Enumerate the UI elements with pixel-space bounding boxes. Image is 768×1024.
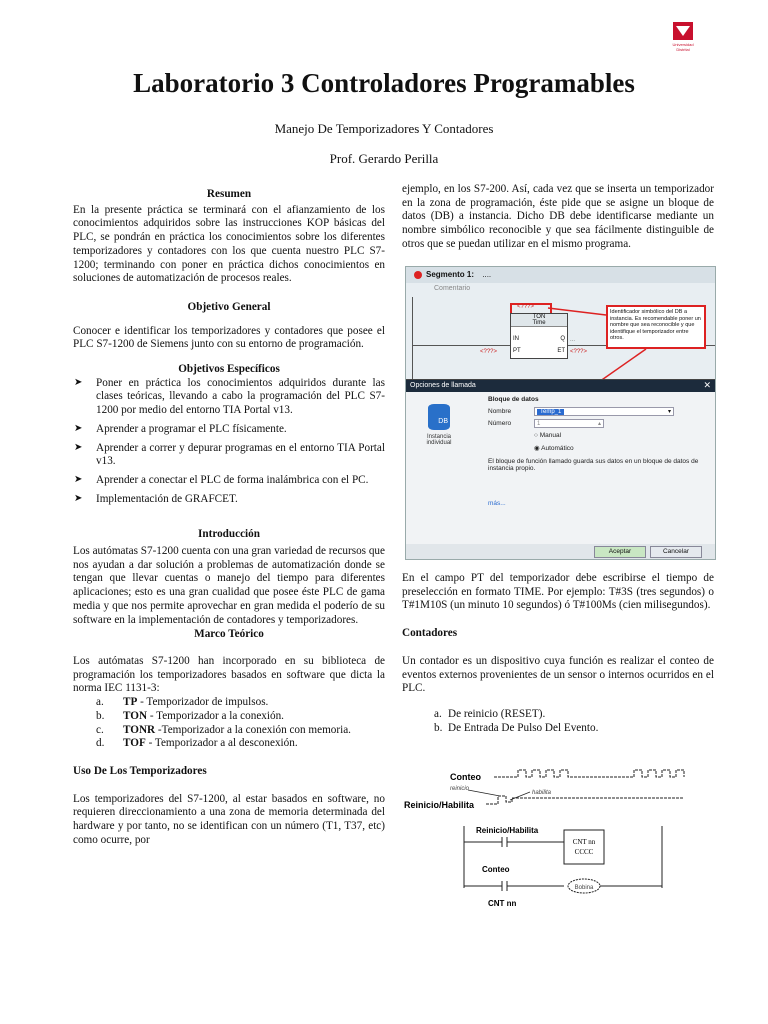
chevron-down-icon: ▾ (667, 409, 671, 415)
list-item: c. TONR -Temporizador a la conexión con memoria. (96, 723, 351, 736)
more-link[interactable]: más... (488, 500, 506, 507)
accept-button[interactable]: Aceptar (594, 546, 646, 558)
box-line2: CCCC (574, 848, 594, 856)
et-tag: <???> (570, 349, 588, 355)
list-item: ➤ Implementación de GRAFCET. (74, 492, 238, 505)
page-subtitle: Manejo De Temporizadores Y Contadores (274, 121, 494, 136)
objetivo-general-text: Conocer e identificar los temporizadores y contadores que posee el PLC S7-1200 de Siemens junto con su entorno de programación. (73, 324, 385, 351)
pt-text: En el campo PT del temporizador debe escribirse el tiempo de preselección en formato TIME. Por ejemplo: T#3S (tres segundos) o T#1M10S (un minuto 10 segundos) ó T#100Ms (cien milisegundos). (402, 572, 714, 612)
segment-header: Segmento 1: .... (406, 267, 715, 283)
arrow-bullet-icon: ➤ (74, 376, 83, 388)
cancel-button[interactable]: Cancelar (650, 546, 702, 558)
bobina-label: Bobina (574, 885, 594, 891)
db-icon[interactable]: DB (428, 404, 450, 430)
list-item: ➤ Aprender a conectar el PLC de forma inalámbrica con el PC. (74, 473, 369, 486)
objetivos-especificos-heading: Objetivos Específicos (178, 363, 280, 376)
introduccion-text: Los autómatas S7-1200 cuenta con una gran variedad de recursos que nos ayudan a dar solución a problemas de automatización donde se tengan que llevar cuentas o manejo del tiempo para diferentes aplicaciones; esto es una gran cualidad que posee éste PLC de gama media y que nos permite aprovechar en gran medida el poderío de su software en la implementación de contadores y temporizadores. (73, 545, 385, 626)
resumen-text: En la presente práctica se terminará con el afianzamiento de los conocimientos adquiridos sobre las instrucciones KOP básicas del PLC, se pondrán en práctica los conocimientos sobre los diferentes temporizadores y contadores con los que cuenta nuestro PLC S7-1200; terminando con poner en práctica dichos conocimientos en soluciones de automatización de procesos reales. (73, 203, 385, 285)
author: Prof. Gerardo Perilla (329, 151, 439, 166)
manual-radio[interactable]: ○ Manual (534, 432, 562, 439)
uso-text: Los temporizadores del S7-1200, al estar basados en software, no requieren direccionamiento a una zona de memoria determinada del hardware y por tanto, no se identifican con un número (T1, T37, etc) como ocurre, por (73, 792, 385, 846)
habilita-small-label: habilita (532, 790, 552, 796)
introduccion-heading: Introducción (198, 528, 260, 541)
ton-block: TON Time IN Q PT ET (510, 313, 568, 359)
name-dropdown[interactable]: Temp_1 ▾ (534, 407, 674, 416)
ladder-conteo-label: Conteo (482, 865, 510, 874)
objetivos-list (73, 377, 385, 507)
close-icon[interactable]: ✕ (703, 380, 711, 390)
list-item: a. TP - Temporizador de impulsos. (96, 696, 269, 709)
contadores-text: Un contador es un dispositivo cuya función es realizar el conteo de eventos externos provenientes de un sensor o internos ocurridos en el PLC. (402, 654, 714, 695)
info-text: El bloque de función llamado guarda sus datos en un bloque de datos de instancia propio. (488, 458, 699, 472)
right-column (402, 183, 714, 252)
svg-text:Distrital: Distrital (676, 47, 690, 52)
contadores-heading: Contadores (402, 627, 458, 640)
db-label: Instancia individual (426, 434, 452, 446)
arrow-bullet-icon: ➤ (74, 492, 83, 504)
name-label: Nombre (488, 408, 512, 415)
list-item: d. TOF - Temporizador a al desconexión. (96, 737, 298, 750)
auto-radio[interactable]: ◉ Automático (534, 445, 574, 452)
right-column-lower (402, 572, 714, 735)
arrow-bullet-icon: ➤ (74, 422, 83, 434)
uso-heading: Uso De Los Temporizadores (73, 764, 207, 777)
tia-portal-screenshot (405, 266, 716, 560)
continuation-text: ejemplo, en los S7-200. Así, cada vez que se inserta un temporizador en la zona de programación, éste pide que se asigne un bloque de datos (DB) a instancia. Dicho DB debe identificarse mediante un nombre simbólico reconocible y que sea fácilmente distinguible de otros que se puedan utilizar en el mismo programa. (402, 183, 714, 250)
list-item: ➤ Aprender a correr y depurar programas en el entorno TIA Portal v13. (74, 441, 385, 468)
list-item: ➤ Aprender a programar el PLC físicamente. (74, 422, 287, 435)
q-tag: ... (570, 337, 576, 343)
list-item: ➤ Poner en práctica los conocimientos adquiridos durante las clases teóricas, llevando a cabo la programación del PLC S7-1200 por medio del entorno TIA Portal v13. (74, 376, 385, 417)
objetivo-general-heading: Objetivo General (187, 300, 271, 313)
reinicio-small-label: reinicio (450, 786, 470, 792)
block-title: Bloque de datos (488, 396, 539, 403)
counter-diagram (402, 768, 692, 918)
page-title: Laboratorio 3 Controladores Programables (133, 68, 635, 98)
university-logo (662, 22, 704, 56)
left-column (73, 188, 385, 847)
callout-note: Identificador simbólico del DB a instancia. Es recomendable poner un nombre que sea reconocible y que identifique el temporizador entre otros. (606, 305, 706, 349)
ton-title: TON Time (511, 314, 567, 327)
number-label: Número (488, 420, 512, 427)
marco-heading: Marco Teórico (194, 628, 264, 641)
reinicio-habilita-label: Reinicio/Habilita (404, 800, 475, 810)
call-options-dialog (406, 379, 715, 560)
list-item: b. TON - Temporizador a la conexión. (96, 709, 284, 722)
number-field[interactable]: 1 ▴ (534, 419, 604, 428)
box-line1: CNT nn (572, 838, 596, 846)
ladder-cnt-label: CNT nn (488, 899, 517, 908)
arrow-bullet-icon: ➤ (74, 473, 83, 485)
resumen-heading: Resumen (206, 188, 252, 200)
comment-label: Comentario (434, 285, 471, 292)
ladder-reinicio-label: Reinicio/Habilita (476, 826, 539, 835)
timer-list (73, 696, 385, 751)
counter-list (402, 708, 714, 735)
stepper-icon: ▴ (597, 421, 601, 427)
list-item: b. De Entrada De Pulso Del Evento. (434, 721, 599, 734)
arrow-bullet-icon: ➤ (74, 441, 83, 453)
conteo-label: Conteo (450, 772, 481, 782)
marco-text: Los autómatas S7-1200 han incorporado en su biblioteca de programación los temporizadores basados en software que dicta la norma IEC 1131-3: (73, 654, 385, 695)
list-item: a. De reinicio (RESET). (434, 707, 546, 720)
dialog-title: Opciones de llamada (406, 380, 715, 392)
svg-text:Universidad: Universidad (672, 42, 694, 47)
pt-tag: <???> (480, 349, 498, 355)
instance-tag: <???> (517, 304, 535, 310)
